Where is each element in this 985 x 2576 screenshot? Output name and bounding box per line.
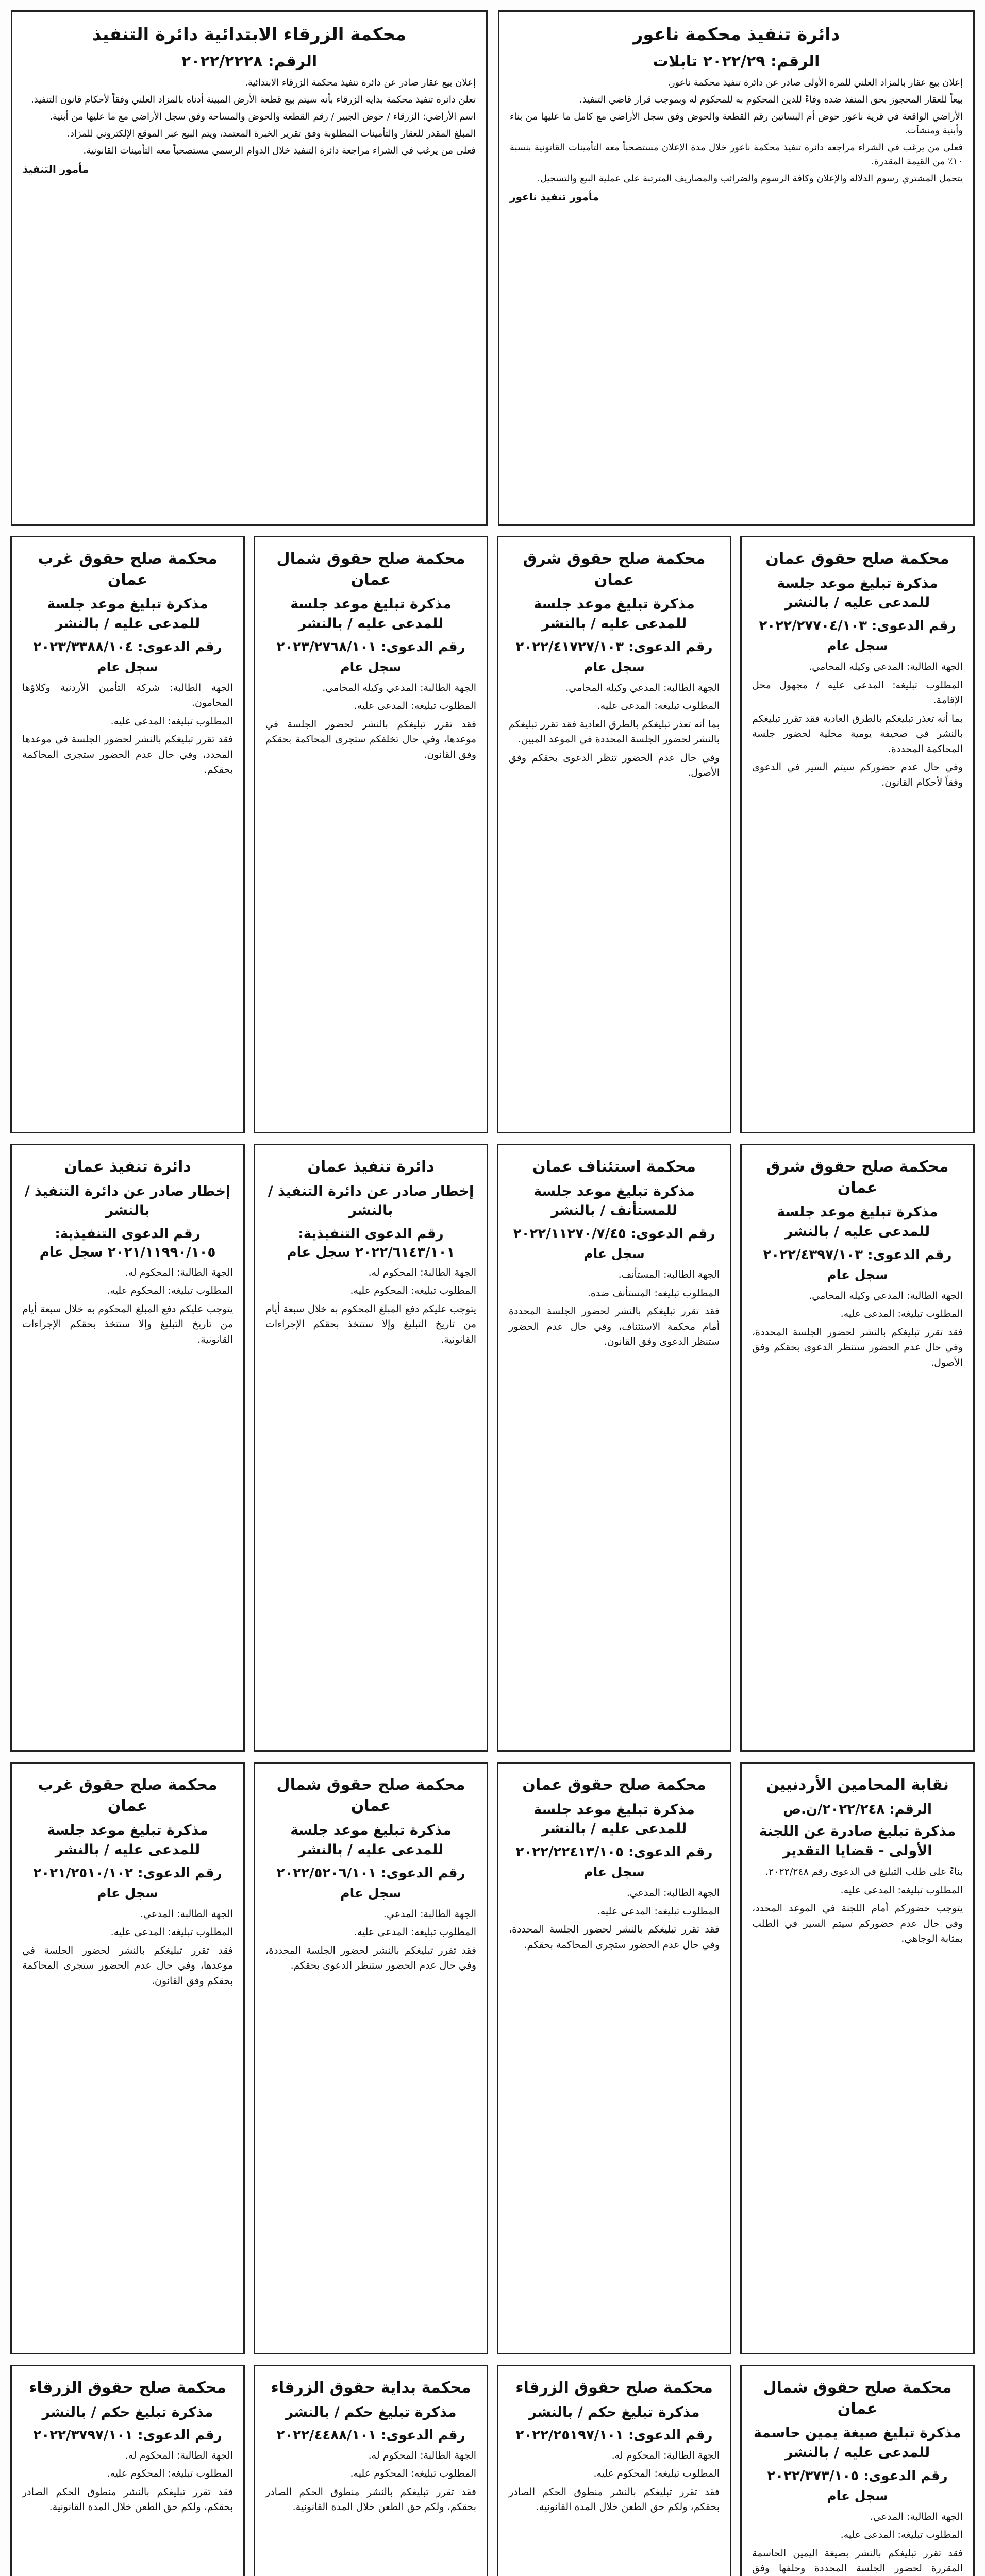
- notice-case-number: رقم الدعوى: ٢٠٢١/٢٥١٠/١٠٢: [33, 1865, 222, 1881]
- notice-case-number: رقم الدعوى: ٢٠٢٢/١١٢٧٠/٧/٤٥: [513, 1226, 715, 1242]
- notice-paragraph: فقد تقرر تبليغكم بالنشر لحضور الجلسة المحددة، وفي حال عدم الحضور ستنظر الدعوى بحقكم وفق الأصول.: [752, 1326, 963, 1368]
- notice-memo-title: مذكرة تبليغ موعد جلسة للمدعى عليه / بالنشر: [47, 1822, 208, 1858]
- notice-court: محكمة صلح حقوق غرب عمان: [38, 1776, 218, 1815]
- notice-oath-north-amman: [740, 2365, 975, 2576]
- notice-paragraph: الجهة الطالبة: المدعي وكيله المحامي.: [322, 682, 476, 693]
- notice-record: سجل عام: [340, 659, 402, 674]
- notice-memo-title: مذكرة تبليغ موعد جلسة للمدعى عليه / بالنشر: [777, 1204, 938, 1240]
- notice-memo-title: مذكرة تبليغ حكم / بالنشر: [528, 2404, 700, 2420]
- notice-court: دائرة تنفيذ محكمة ناعور: [632, 24, 840, 45]
- notice-body: [509, 1886, 720, 1953]
- notice-paragraph: يتوجب حضوركم أمام اللجنة في الموعد المحدد، وفي حال عدم حضوركم سيتم السير في الطلب بمثابة الوجاهي.: [752, 1903, 963, 1945]
- notice-paragraph: الجهة الطالبة: المدعي.: [870, 2511, 963, 2522]
- notice-case-number: الرقم: ٢٠٢٢/٢٩ تابلات: [653, 52, 820, 71]
- notice-paragraph: الجهة الطالبة: المدعي وكيله المحامي.: [809, 661, 963, 673]
- notice-paragraph: فعلى من يرغب في الشراء مراجعة دائرة التنفيذ خلال الدوام الرسمي مستصحباً معه التأمينات القانونية.: [83, 145, 476, 156]
- notice-paragraph: فقد تقرر تبليغكم بالنشر لحضور الجلسة في موعدها، وفي حال تخلفكم ستجرى المحاكمة بحقكم وفق القانون.: [265, 718, 476, 760]
- notice-case-number: رقم الدعوى: ٢٠٢٢/٣٧٩٧/١٠١: [33, 2428, 222, 2444]
- notice-memo-title: مذكرة تبليغ موعد جلسة للمدعى عليه / بالنشر: [533, 596, 695, 632]
- notice-body: [22, 1265, 233, 1347]
- notice-court: دائرة تنفيذ عمان: [64, 1158, 191, 1176]
- notice-court: محكمة صلح حقوق شمال عمان: [276, 1776, 465, 1815]
- notice-paragraph: بيعاً للعقار المحجوز بحق المنفذ ضده وفاءً للدين المحكوم به للمحكوم له وبموجب قرار قاضي التنفيذ.: [579, 94, 963, 105]
- notice-record: سجل عام: [97, 1885, 158, 1901]
- notice-paragraph: المطلوب تبليغه: المحكوم عليه.: [107, 1285, 233, 1297]
- notice-body: [265, 1907, 476, 1974]
- notice-body: [752, 2510, 963, 2576]
- notice-amman-magistrate-2: [497, 1762, 731, 2354]
- notice-paragraph: الجهة الطالبة: المدعي وكيله المحامي.: [565, 682, 720, 693]
- notice-paragraph: الجهة الطالبة: المحكوم له.: [368, 2449, 476, 2461]
- notice-paragraph: الجهة الطالبة: المحكوم له.: [125, 1266, 233, 1278]
- notice-case-number: رقم الدعوى: ٢٠٢٢/٥٢٠٦/١٠١: [276, 1865, 465, 1881]
- notice-case-number: رقم الدعوى: ٢٠٢٣/٣٣٨٨/١٠٤: [33, 639, 222, 655]
- notice-court: محكمة صلح حقوق عمان: [765, 550, 949, 568]
- notice-record: سجل عام: [97, 659, 158, 674]
- notice-memo-title: مذكرة تبليغ موعد جلسة للمدعى عليه / بالنشر: [533, 1801, 695, 1837]
- notice-body: [265, 2448, 476, 2515]
- notice-body: [510, 76, 963, 185]
- notice-memo-title: مذكرة تبليغ موعد جلسة للمدعى عليه / بالنشر: [290, 1822, 452, 1858]
- notice-paragraph: إعلان بيع عقار صادر عن دائرة تنفيذ محكمة الزرقاء الابتدائية.: [245, 77, 476, 88]
- notice-case-number: رقم الدعوى التنفيذية: ٢٠٢٢/٦١٤٣/١٠١ سجل عام: [287, 1226, 455, 1261]
- notice-court: محكمة صلح حقوق شمال عمان: [276, 550, 465, 589]
- notice-north-amman-2: [254, 1762, 488, 2354]
- notice-memo-title: مذكرة تبليغ موعد جلسة للمستأنف / بالنشر: [533, 1183, 695, 1219]
- notice-case-number: رقم الدعوى التنفيذية: ٢٠٢١/١١٩٩٠/١٠٥ سجل عام: [39, 1226, 216, 1261]
- notice-paragraph: الجهة الطالبة: المحكوم له.: [125, 2449, 233, 2461]
- notice-court: محكمة صلح حقوق عمان: [522, 1776, 706, 1794]
- notice-west-amman-2: [10, 1762, 245, 2354]
- notice-court: محكمة صلح حقوق الزرقاء: [515, 2379, 713, 2397]
- notice-case-number: رقم الدعوى: ٢٠٢٢/٤٤٨٨/١٠١: [276, 2428, 465, 2444]
- notice-zarqa-judgment-2: [254, 2365, 488, 2576]
- notice-record: سجل عام: [827, 638, 888, 654]
- notice-paragraph: وفي حال عدم حضوركم سيتم السير في الدعوى وفقاً لأحكام القانون.: [752, 761, 963, 788]
- notice-body: [265, 1265, 476, 1347]
- notice-body: [509, 2448, 720, 2515]
- notice-paragraph: المطلوب تبليغه: المدعى عليه.: [840, 2529, 963, 2541]
- notice-zarqa-judgment-1: [497, 2365, 731, 2576]
- notice-case-number: رقم الدعوى: ٢٠٢٢/٢٧٧٠٤/١٠٣: [759, 618, 956, 634]
- notice-memo-title: مذكرة تبليغ صادرة عن اللجنة الأولى - قضايا التقدير: [759, 1823, 956, 1859]
- notice-court: محكمة صلح حقوق الزرقاء: [29, 2379, 226, 2397]
- notice-body: [752, 659, 963, 790]
- notice-paragraph: المطلوب تبليغه: المدعى عليه.: [597, 700, 720, 712]
- notice-paragraph: المطلوب تبليغه: المدعى عليه.: [110, 715, 233, 727]
- notice-paragraph: فقد تقرر تبليغكم بالنشر لحضور الجلسة المحددة، وفي حال عدم الحضور ستنظر الدعوى بحقكم.: [265, 1944, 476, 1972]
- notice-zarqa-judgment-3: [10, 2365, 245, 2576]
- notice-case-number: رقم الدعوى: ٢٠٢٢/٢٢٤١٣/١٠٥: [515, 1844, 713, 1860]
- notice-north-amman: [254, 536, 488, 1133]
- notice-paragraph: فقد تقرر تبليغكم بالنشر منطوق الحكم الصادر بحقكم، ولكم حق الطعن خلال المدة القانونية.: [265, 2486, 476, 2513]
- notice-record: سجل عام: [827, 1267, 888, 1282]
- notice-body: [752, 1289, 963, 1370]
- notice-paragraph: يتوجب عليكم دفع المبلغ المحكوم به خلال سبعة أيام من تاريخ التبليغ وإلا ستتخذ بحقكم الإجراءات القانونية.: [265, 1303, 476, 1345]
- notice-paragraph: المطلوب تبليغه: المدعى عليه.: [354, 1926, 476, 1938]
- notice-paragraph: المطلوب تبليغه: المحكوم عليه.: [593, 2468, 720, 2480]
- notice-paragraph: المطلوب تبليغه: المحكوم عليه.: [107, 2468, 233, 2480]
- notice-memo-title: إخطار صادر عن دائرة التنفيذ / بالنشر: [268, 1183, 474, 1219]
- notice-paragraph: الجهة الطالبة: المستأنف.: [618, 1269, 720, 1281]
- notice-court: محكمة صلح حقوق شرق عمان: [523, 550, 706, 589]
- notice-appeal-court: [497, 1144, 731, 1752]
- notice-body: [509, 1267, 720, 1349]
- notice-signature: مأمور تنفيذ ناعور: [510, 190, 599, 203]
- notice-court: محكمة صلح حقوق شمال عمان: [763, 2379, 952, 2418]
- notice-memo-title: مذكرة تبليغ موعد جلسة للمدعى عليه / بالنشر: [47, 596, 208, 632]
- notice-paragraph: وفي حال عدم الحضور تنظر الدعوى بحقكم وفق الأصول.: [509, 752, 720, 779]
- notice-paragraph: بناءً على طلب التبليغ في الدعوى رقم ٢٠٢٢/٢٤٨.: [765, 1866, 963, 1878]
- notice-paragraph: المطلوب تبليغه: المدعى عليه / مجهول محل الإقامة.: [752, 679, 963, 706]
- notice-execution-amman-2: [10, 1144, 245, 1752]
- notice-memo-title: مذكرة تبليغ حكم / بالنشر: [42, 2404, 213, 2420]
- notice-paragraph: المطلوب تبليغه: المحكوم عليه.: [350, 2468, 476, 2480]
- notice-sale-zarqa: [11, 10, 488, 526]
- notice-body: [265, 681, 476, 762]
- notice-paragraph: يتحمل المشتري رسوم الدلالة والإعلان وكافة الرسوم والضرائب والمصاريف المترتبة على عملية البيع والتسجيل.: [537, 173, 963, 184]
- notice-memo-title: مذكرة تبليغ موعد جلسة للمدعى عليه / بالنشر: [290, 596, 452, 632]
- notice-case-number: رقم الدعوى: ٢٠٢٢/٤١٧٢٧/١٠٣: [515, 639, 713, 655]
- notice-paragraph: يتوجب عليكم دفع المبلغ المحكوم به خلال سبعة أيام من تاريخ التبليغ وإلا ستتخذ بحقكم الإجراءات القانونية.: [22, 1303, 233, 1345]
- notice-paragraph: الأراضي الواقعة في قرية ناعور حوض أم البساتين رقم القطعة والحوض وفق سجل الأراضي مع كامل ما عليها من بناء وأبنية ومنشآت.: [510, 111, 963, 136]
- notice-paragraph: فقد تقرر تبليغكم بالنشر منطوق الحكم الصادر بحقكم، ولكم حق الطعن خلال المدة القانونية.: [509, 2486, 720, 2513]
- notice-body: [22, 1907, 233, 1989]
- notice-case-number: الرقم: ٢٠٢٢/٢٢٢٨: [181, 52, 318, 71]
- notice-case-number: رقم الدعوى: ٢٠٢٢/٤٣٩٧/١٠٣: [763, 1247, 952, 1263]
- notice-court: محكمة صلح حقوق غرب عمان: [38, 550, 218, 589]
- notice-paragraph: الجهة الطالبة: المدعي.: [383, 1908, 476, 1920]
- notice-court: نقابة المحامين الأردنيين: [766, 1776, 949, 1794]
- notice-case-number: الرقم: ٢٠٢٢/٢٤٨/ن.ص: [783, 1801, 932, 1817]
- notice-court: دائرة تنفيذ عمان: [307, 1158, 435, 1176]
- notice-paragraph: فقد تقرر تبليغكم بالنشر بصيغة اليمين الحاسمة المقررة لحضور الجلسة المحددة وحلفها وفق: [752, 2547, 963, 2574]
- notice-paragraph: إعلان بيع عقار بالمزاد العلني للمرة الأولى صادر عن دائرة تنفيذ محكمة ناعور.: [667, 77, 963, 88]
- notice-record: سجل عام: [583, 659, 645, 674]
- notice-paragraph: الجهة الطالبة: المحكوم له.: [368, 1266, 476, 1278]
- notice-memo-title: مذكرة تبليغ صيغة يمين حاسمة للمدعى عليه / بالنشر: [754, 2425, 961, 2461]
- notice-signature: مأمور التنفيذ: [23, 162, 89, 175]
- notice-paragraph: اسم الأراضي: الزرقاء / حوض الجبير / رقم القطعة والحوض والمساحة وفق سجل الأراضي مع ما عليها من أبنية.: [49, 111, 476, 122]
- notice-memo-title: إخطار صادر عن دائرة التنفيذ / بالنشر: [24, 1183, 231, 1219]
- notice-west-amman: [10, 536, 245, 1133]
- notice-court: محكمة بداية حقوق الزرقاء: [271, 2379, 471, 2397]
- notice-body: [22, 2448, 233, 2515]
- notice-paragraph: فقد تقرر تبليغكم بالنشر لحضور الجلسة المحددة، وفي حال عدم الحضور ستجرى المحاكمة بحقكم.: [509, 1924, 720, 1951]
- notice-paragraph: المطلوب تبليغه: المدعى عليه.: [597, 1905, 720, 1917]
- notice-paragraph: المطلوب تبليغه: المدعى عليه.: [840, 1884, 963, 1896]
- notice-paragraph: الجهة الطالبة: المدعي.: [140, 1908, 233, 1920]
- notice-paragraph: فقد تقرر تبليغكم بالنشر لحضور الجلسة في موعدها المحدد، وفي حال عدم الحضور ستجرى المحاكمة بحقكم.: [22, 734, 233, 776]
- notice-amman-magistrate: [740, 536, 975, 1133]
- notice-paragraph: المطلوب تبليغه: المدعى عليه.: [110, 1926, 233, 1938]
- notice-paragraph: الجهة الطالبة: المدعي.: [626, 1887, 720, 1899]
- notice-body: [752, 1865, 963, 1946]
- notice-case-number: رقم الدعوى: ٢٠٢٢/٣٧٣/١٠٥: [767, 2468, 948, 2484]
- notice-paragraph: فعلى من يرغب في الشراء مراجعة دائرة تنفيذ محكمة ناعور خلال مدة الإعلان مستصحباً معه التأمينات القانونية بنسبة ١٠٪ من القيمة المقدرة.: [510, 142, 963, 167]
- notice-body: [22, 681, 233, 778]
- notice-record: سجل عام: [340, 1885, 402, 1901]
- notice-memo-title: مذكرة تبليغ موعد جلسة للمدعى عليه / بالنشر: [777, 575, 938, 611]
- notice-bar-association: [740, 1762, 975, 2354]
- notice-record: سجل عام: [583, 1865, 645, 1880]
- notice-paragraph: الجهة الطالبة: شركة التأمين الأردنية وكلاؤها المحامون.: [22, 682, 233, 709]
- notice-court: محكمة الزرقاء الابتدائية دائرة التنفيذ: [92, 24, 407, 45]
- notice-paragraph: الجهة الطالبة: المحكوم له.: [611, 2449, 720, 2461]
- notice-paragraph: فقد تقرر تبليغكم بالنشر منطوق الحكم الصادر بحقكم، ولكم حق الطعن خلال المدة القانونية.: [22, 2486, 233, 2513]
- notice-paragraph: بما أنه تعذر تبليغكم بالطرق العادية فقد تقرر تبليغكم بالنشر لحضور الجلسة المحددة في الموعد المبين.: [509, 718, 720, 745]
- notice-paragraph: المطلوب تبليغه: المحكوم عليه.: [350, 1285, 476, 1297]
- notice-court: محكمة استئناف عمان: [532, 1158, 696, 1176]
- notice-paragraph: بما أنه تعذر تبليغكم بالطرق العادية فقد تقرر تبليغكم بالنشر في صحيفة يومية محلية لحضور جلسة المحاكمة المحددة.: [752, 713, 963, 755]
- notice-paragraph: فقد تقرر تبليغكم بالنشر لحضور الجلسة المحددة أمام محكمة الاستئناف، وفي حال عدم الحضور ستنظر الدعوى وفق القانون.: [509, 1306, 720, 1348]
- notice-paragraph: المطلوب تبليغه: المدعى عليه.: [354, 700, 476, 712]
- notice-east-amman-2: [740, 1144, 975, 1752]
- notice-case-number: رقم الدعوى: ٢٠٢٢/٢٥١٩٧/١٠١: [515, 2428, 713, 2444]
- notice-body: [23, 76, 476, 158]
- notice-memo-title: مذكرة تبليغ حكم / بالنشر: [285, 2404, 457, 2420]
- notice-paragraph: تعلن دائرة تنفيذ محكمة بداية الزرقاء بأنه سيتم بيع قطعة الأرض المبينة أدناه بالمزاد العلني وفقاً لأحكام قانون التنفيذ.: [31, 94, 476, 105]
- notice-paragraph: المبلغ المقدر للعقار والتأمينات المطلوبة وفق تقرير الخبرة المعتمد، ويتم البيع عبر الموقع الإلكتروني للمزاد.: [67, 128, 476, 139]
- notice-case-number: رقم الدعوى: ٢٠٢٣/٢٧٦٨/١٠١: [276, 639, 465, 655]
- notice-paragraph: المطلوب تبليغه: المستأنف ضده.: [587, 1287, 720, 1299]
- notice-record: سجل عام: [827, 2488, 888, 2503]
- notice-paragraph: فقد تقرر تبليغكم بالنشر لحضور الجلسة في موعدها، وفي حال عدم الحضور ستجرى المحاكمة بحقكم وفق القانون.: [22, 1944, 233, 1987]
- notice-execution-amman-1: [254, 1144, 488, 1752]
- notice-record: سجل عام: [583, 1246, 645, 1262]
- notice-court: محكمة صلح حقوق شرق عمان: [766, 1158, 949, 1197]
- notice-paragraph: الجهة الطالبة: المدعي وكيله المحامي.: [809, 1290, 963, 1301]
- notice-body: [509, 681, 720, 781]
- notice-sale-naour: [498, 10, 975, 526]
- notice-paragraph: المطلوب تبليغه: المدعى عليه.: [840, 1308, 963, 1320]
- notice-east-amman: [497, 536, 731, 1133]
